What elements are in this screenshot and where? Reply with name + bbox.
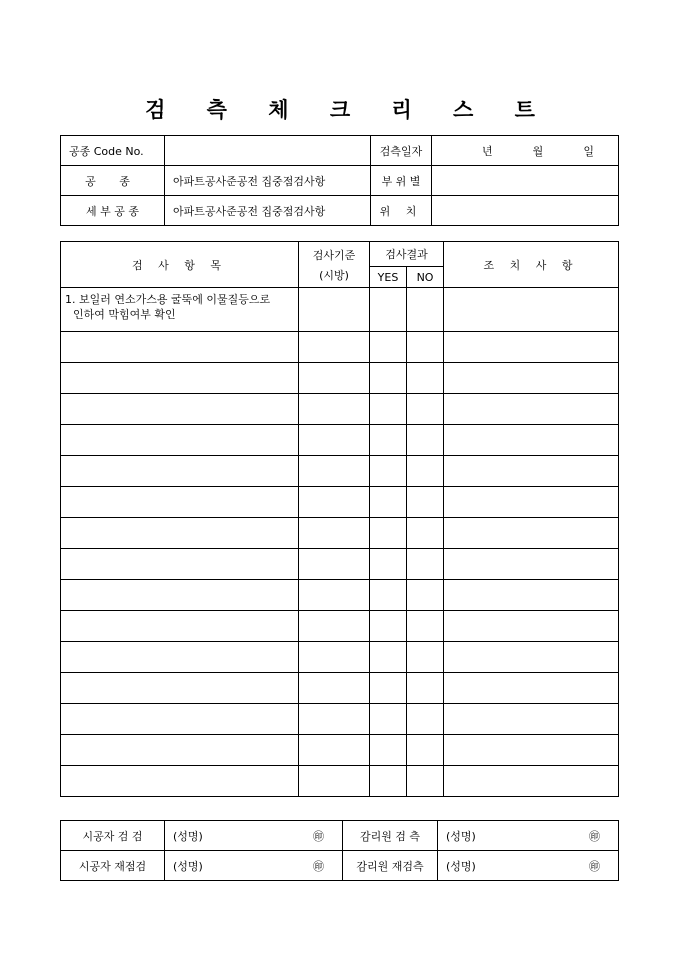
item-cell[interactable] (61, 673, 299, 704)
table-row (61, 704, 619, 735)
seal-icon: ㊞ (589, 829, 600, 843)
item-cell[interactable] (61, 611, 299, 642)
contractor-reinspection-label: 시공자 재점검 (61, 851, 165, 881)
yes-cell[interactable] (370, 549, 407, 580)
inspection-date-label: 검측일자 (371, 136, 432, 166)
yes-cell[interactable] (370, 394, 407, 425)
action-cell[interactable] (444, 425, 619, 456)
detail-work-type-field[interactable]: 아파트공사준공전 집중점검사항 (165, 196, 371, 226)
item-cell[interactable] (61, 487, 299, 518)
inspection-item-1-line2: 인하여 막힘여부 확인 (73, 308, 176, 321)
action-cell[interactable] (444, 549, 619, 580)
table-row (61, 288, 619, 332)
yes-cell[interactable] (370, 456, 407, 487)
inspection-date-field[interactable] (432, 136, 619, 166)
name-placeholder: (성명) (446, 859, 476, 873)
standard-cell[interactable] (299, 673, 370, 704)
contractor-inspection-signature[interactable] (165, 821, 343, 851)
no-cell[interactable] (407, 642, 444, 673)
name-placeholder: (성명) (446, 829, 476, 843)
seal-icon: ㊞ (589, 859, 600, 873)
item-cell[interactable] (61, 735, 299, 766)
inspection-item-1[interactable] (61, 288, 299, 332)
supervisor-inspection-signature[interactable] (438, 821, 619, 851)
yes-cell[interactable] (370, 288, 407, 332)
no-cell[interactable] (407, 766, 444, 797)
item-cell[interactable] (61, 425, 299, 456)
standard-cell[interactable] (299, 332, 370, 363)
header-standard-line2: (시방) (319, 268, 349, 282)
action-cell[interactable] (444, 363, 619, 394)
action-cell[interactable] (444, 580, 619, 611)
action-cell[interactable] (444, 332, 619, 363)
part-label: 부 위 별 (371, 166, 432, 196)
checklist-table (60, 241, 619, 797)
item-cell[interactable] (61, 518, 299, 549)
no-cell[interactable] (407, 487, 444, 518)
yes-cell[interactable] (370, 487, 407, 518)
yes-cell[interactable] (370, 332, 407, 363)
no-cell[interactable] (407, 363, 444, 394)
no-cell[interactable] (407, 288, 444, 332)
action-cell[interactable] (444, 642, 619, 673)
action-cell[interactable] (444, 456, 619, 487)
table-row (61, 549, 619, 580)
standard-cell[interactable] (299, 735, 370, 766)
yes-cell[interactable] (370, 425, 407, 456)
inspection-item-1-line1: 1. 보일러 연소가스용 굴뚝에 이물질등으로 (65, 293, 271, 306)
table-row (61, 766, 619, 797)
action-cell[interactable] (444, 766, 619, 797)
item-cell[interactable] (61, 642, 299, 673)
standard-cell[interactable] (299, 704, 370, 735)
no-cell[interactable] (407, 735, 444, 766)
yes-cell[interactable] (370, 642, 407, 673)
table-row (61, 611, 619, 642)
no-cell[interactable] (407, 425, 444, 456)
month-label: 월 (532, 144, 544, 158)
info-table (60, 135, 619, 226)
supervisor-reinspection-label: 감리원 재검측 (343, 851, 438, 881)
no-cell[interactable] (407, 611, 444, 642)
signature-table (60, 820, 619, 881)
yes-cell[interactable] (370, 704, 407, 735)
name-placeholder: (성명) (173, 859, 203, 873)
no-cell[interactable] (407, 394, 444, 425)
page-title: 검 측 체 크 리 스 트 (145, 97, 552, 122)
action-cell[interactable] (444, 704, 619, 735)
seal-icon: ㊞ (313, 829, 324, 843)
yes-cell[interactable] (370, 580, 407, 611)
table-row (61, 456, 619, 487)
standard-cell[interactable] (299, 642, 370, 673)
action-cell[interactable] (444, 735, 619, 766)
header-no: NO (407, 267, 444, 288)
item-cell[interactable] (61, 394, 299, 425)
work-code-field[interactable] (165, 136, 371, 166)
table-row (61, 642, 619, 673)
table-row (61, 425, 619, 456)
contractor-inspection-label: 시공자 검 검 (61, 821, 165, 851)
standard-cell[interactable] (299, 766, 370, 797)
standard-cell[interactable] (299, 288, 370, 332)
standard-cell[interactable] (299, 456, 370, 487)
part-field[interactable] (432, 166, 619, 196)
year-label: 년 (482, 144, 493, 158)
supervisor-reinspection-signature[interactable] (438, 851, 619, 881)
location-field[interactable] (432, 196, 619, 226)
no-cell[interactable] (407, 518, 444, 549)
table-row (61, 735, 619, 766)
item-cell[interactable] (61, 549, 299, 580)
action-cell[interactable] (444, 611, 619, 642)
table-row (61, 363, 619, 394)
contractor-reinspection-signature[interactable] (165, 851, 343, 881)
action-cell[interactable] (444, 673, 619, 704)
item-cell[interactable] (61, 332, 299, 363)
yes-cell[interactable] (370, 611, 407, 642)
no-cell[interactable] (407, 332, 444, 363)
standard-cell[interactable] (299, 394, 370, 425)
table-row (61, 332, 619, 363)
location-label: 위 치 (371, 196, 432, 226)
standard-cell[interactable] (299, 549, 370, 580)
yes-cell[interactable] (370, 735, 407, 766)
work-code-label: 공종 Code No. (61, 136, 165, 166)
standard-cell[interactable] (299, 363, 370, 394)
action-cell[interactable] (444, 394, 619, 425)
table-row (61, 580, 619, 611)
action-cell[interactable] (444, 487, 619, 518)
table-row (61, 394, 619, 425)
action-cell[interactable] (444, 288, 619, 332)
standard-cell[interactable] (299, 518, 370, 549)
header-inspection-result: 검사결과 (370, 242, 444, 267)
no-cell[interactable] (407, 673, 444, 704)
no-cell[interactable] (407, 456, 444, 487)
item-cell[interactable] (61, 704, 299, 735)
seal-icon: ㊞ (313, 859, 324, 873)
item-cell[interactable] (61, 363, 299, 394)
standard-cell[interactable] (299, 425, 370, 456)
header-inspection-items: 검 사 항 목 (61, 242, 299, 288)
standard-cell[interactable] (299, 580, 370, 611)
table-row (61, 673, 619, 704)
no-cell[interactable] (407, 549, 444, 580)
header-standard-line1: 검사기준 (312, 248, 356, 262)
item-cell[interactable] (61, 456, 299, 487)
yes-cell[interactable] (370, 518, 407, 549)
table-row (61, 487, 619, 518)
item-cell[interactable] (61, 766, 299, 797)
detail-work-type-label: 세 부 공 종 (61, 196, 165, 226)
yes-cell[interactable] (370, 766, 407, 797)
action-cell[interactable] (444, 518, 619, 549)
work-type-label: 공 종 (61, 166, 165, 196)
standard-cell[interactable] (299, 611, 370, 642)
header-yes: YES (370, 267, 407, 288)
yes-cell[interactable] (370, 673, 407, 704)
item-cell[interactable] (61, 580, 299, 611)
work-type-field[interactable]: 아파트공사준공전 집중점검사항 (165, 166, 371, 196)
standard-cell[interactable] (299, 487, 370, 518)
yes-cell[interactable] (370, 363, 407, 394)
day-label: 일 (583, 144, 594, 158)
supervisor-inspection-label: 감리원 검 측 (343, 821, 438, 851)
header-action-items: 조 치 사 항 (444, 242, 619, 288)
table-row (61, 518, 619, 549)
name-placeholder: (성명) (173, 829, 203, 843)
no-cell[interactable] (407, 704, 444, 735)
header-inspection-standard (299, 242, 370, 288)
no-cell[interactable] (407, 580, 444, 611)
